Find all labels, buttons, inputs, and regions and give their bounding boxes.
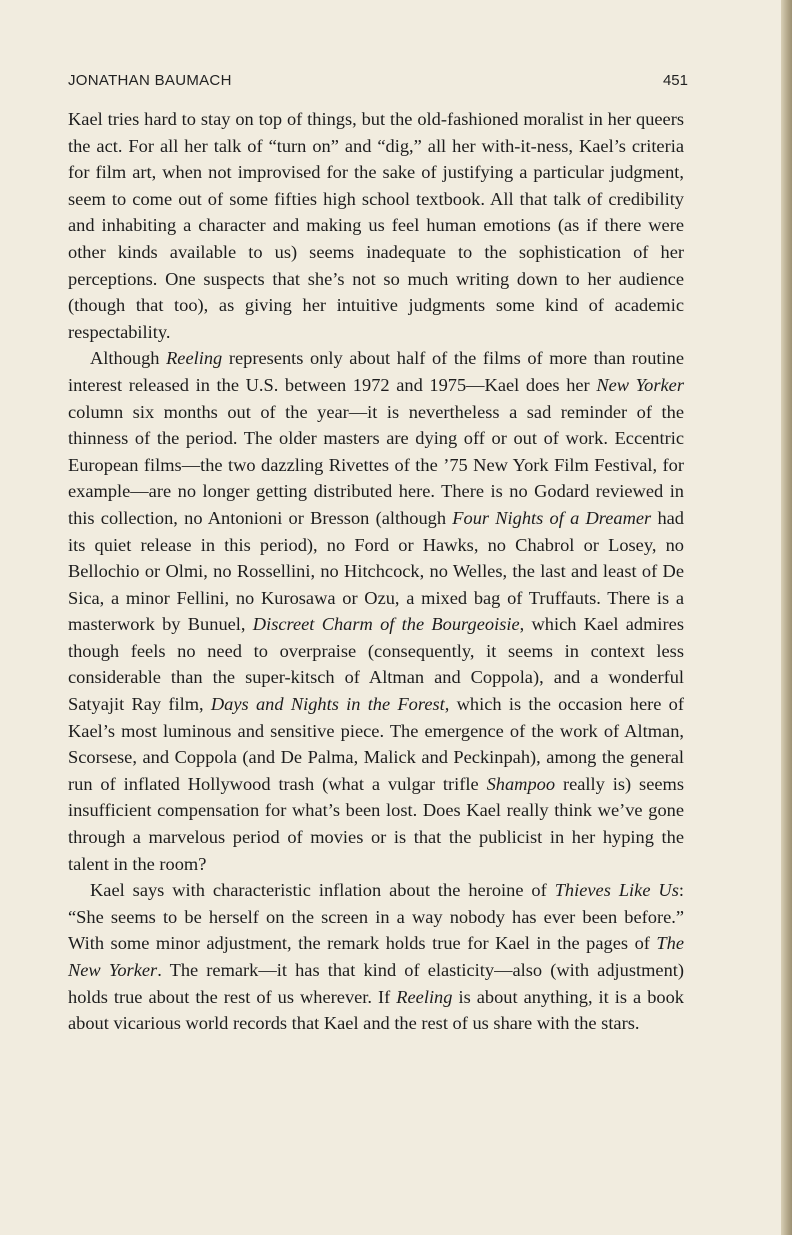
paragraph-1 <box>68 106 684 345</box>
page-header <box>68 72 688 94</box>
book-spine-edge <box>781 0 792 1235</box>
text-run: . The remark—it has that kind of elasticity—also (with adjustment) holds true about the rest of us wherever. If <box>68 960 685 1007</box>
text-run: had its quiet release in this period), no Ford or Hawks, no Chabrol or Losey, no Bellochio or Olmi, no Rossellini, no Hitchcock, no Welles, the last and least of De Sica, a minor Fellini, no Kurosawa or Ozu, a mixed bag of Truffauts. There is a masterwork by Bunuel, <box>68 507 684 635</box>
text-run: : “She seems to be herself on the screen in a way nobody has ever been before.” With some minor adjustment, the remark holds true for Kael in the pages of <box>68 880 684 954</box>
paragraph-2 <box>68 345 684 877</box>
running-head: JONATHAN BAUMACH <box>68 72 232 89</box>
body-text <box>68 106 684 1037</box>
text-run: is about anything, it is a book about vicarious world records that Kael and the rest of us share with the stars. <box>68 986 684 1034</box>
text-run: Although <box>90 348 167 369</box>
italic-title: Reeling <box>396 986 453 1007</box>
text-run: Kael says with characteristic inflation about the heroine of <box>90 880 555 901</box>
italic-title: Days and Nights in the Forest <box>210 694 445 715</box>
text-run: Kael tries hard to stay on top of things, but the old-fashioned moralist in her queers the act. For all her talk of “turn on” and “dig,” all her with-it-ness, Kael’s criteria for film art, when not improvised for the sake of justifying a particular judgment, seem to come out of some fifties high school textbook. All that talk of credibility and inhabiting a character and making us feel human emotions (as if there were other kinds available to us) seems inadequate to the sophistication of her perceptions. One suspects that she’s not so much writing down to her audience (though that too), as giving her intuitive judgments some kind of academic respectability. <box>68 109 684 342</box>
italic-title: Four Nights of a Dreamer <box>452 507 652 528</box>
text-run: , which is the occasion here of Kael’s most luminous and sensitive piece. The emergence of the work of Altman, Scorsese, and Coppola (and De Palma, Malick and Peckinpah), among the general run of inflated Hollywood trash (what a vulgar trifle <box>68 694 684 794</box>
page-number: 451 <box>662 72 688 89</box>
text-run: column six months out of the year—it is nevertheless a sad reminder of the thinness of the period. The older masters are dying off or out of work. Eccentric European films—the two dazzling Rivettes of the ’75 New York Film Festival, for example—are no longer getting distributed here. There is no Godard reviewed in this collection, no Antonioni or Bresson (although <box>68 401 684 528</box>
italic-title: New Yorker <box>596 374 684 395</box>
text-run: really is) seems insufficient compensation for what’s been lost. Does Kael really think we’ve gone through a marvelous period of movies or is that the publicist in her hyping the talent in the room? <box>68 773 684 874</box>
italic-title: Shampoo <box>486 773 556 794</box>
italic-title: The New Yorker <box>68 933 684 980</box>
text-run: , which Kael admires though feels no need to overpraise (consequently, it seems in context less considerable than the super-kitsch of Altman and Coppola), and a wonderful Satyajit Ray film, <box>68 614 684 715</box>
paragraph-3 <box>68 877 684 1037</box>
text-run: represents only about half of the films of more than routine interest released in the U.S. between 1972 and 1975—Kael does her <box>68 348 684 395</box>
italic-title: Discreet Charm of the Bourgeoisie <box>252 614 520 635</box>
italic-title: Thieves Like Us <box>554 880 679 901</box>
italic-title: Reeling <box>166 348 223 369</box>
